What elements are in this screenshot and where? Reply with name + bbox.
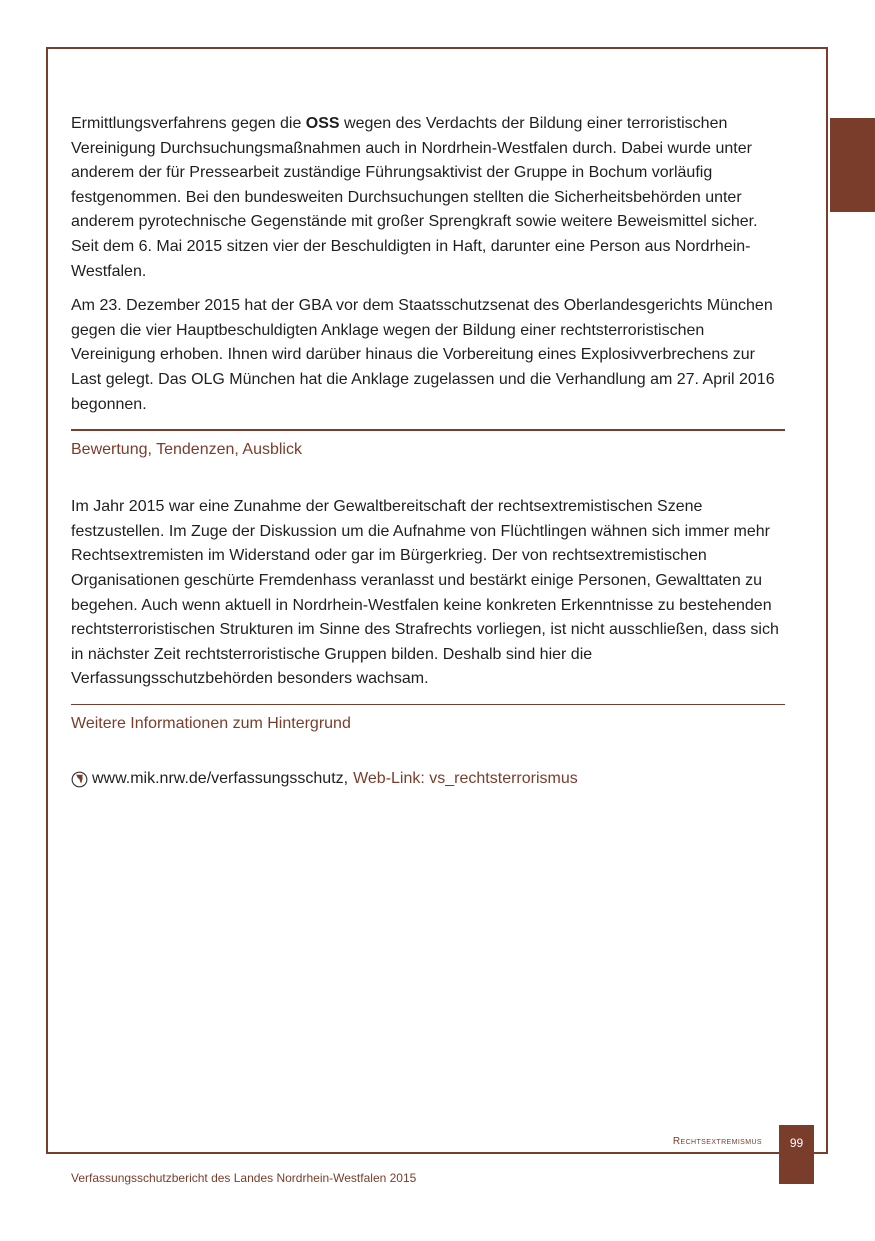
paragraph-2: Am 23. Dezember 2015 hat der GBA vor dem Staatsschutzsenat des Oberlandesgerichts München gegen die vier Hauptbeschuldigten Anklage wegen der Bildung einer rechtsterroristischen Vereinigung erhoben. Ihnen wird darüber hinaus die Vorbereitung eines Explosivverbrechens zur Last gelegt. Das OLG München hat die Anklage zugelassen und die Verhandlung am 27. April 2016 begonnen. <box>71 297 775 413</box>
oss-term: OSS <box>305 115 340 132</box>
paragraph-3: Im Jahr 2015 war eine Zunahme der Gewaltbereitschaft der rechtsextremistischen Szene festzustellen. Im Zuge der Diskussion um die Aufnahme von Flüchtlingen wähnen sich immer mehr Rechtsextremisten im Widerstand oder gar im Bürgerkrieg. Der von rechtsextremistischen Organisationen geschürte Fremdenhass veranlasst und bestärkt einige Personen, Gewalttaten zu begehen. Auch wenn aktuell in Nordrhein-Westfalen keine konkreten Erkenntnisse zu bestehenden rechtsterroristischen Strukturen im Sinne des Strafrechts vorliegen, ist nicht ausschließen, dass sich in nächster Zeit rechtsterroristische Gruppen bilden. Deshalb sind hier die Verfassungsschutzbehörden besonders wachsam. <box>71 498 779 688</box>
chapter-tab <box>830 118 875 212</box>
footer-publication: Verfassungsschutzbericht des Landes Nordrhein-Westfalen 2015 <box>71 1171 417 1185</box>
section-heading-info: Weitere Informationen zum Hintergrund <box>71 714 351 732</box>
main-content <box>71 112 785 791</box>
footer-section-label: Rechtsextremismus <box>672 1136 762 1147</box>
weblink-line <box>71 767 785 792</box>
section-heading-assessment: Bewertung, Tendenzen, Ausblick <box>71 441 302 459</box>
paragraph-1-rest: wegen des Verdachts der Bildung einer terroristischen Vereinigung Durchsuchungsmaßnahmen auch in Nordrhein-Westfalen durch. Dabei wurde unter anderem der für Pressearbeit zuständige Führungsaktivist der Gruppe in Bochum vorläufig festgenommen. Bei den bundesweiten Durchsuchungen stellten die Sicherheitsbehörden unter anderem pyrotechnische Gegenstände mit großer Sprengkraft sowie weitere Beweismittel sicher. Seit dem 6. Mai 2015 sitzen vier der Beschuldigten in Haft, darunter eine Person aus Nordrhein-Westfalen. <box>71 115 758 280</box>
website-url[interactable]: www.mik.nrw.de/verfassungsschutz, <box>92 769 349 787</box>
web-link[interactable]: Web-Link: vs_rechtsterrorismus <box>353 769 578 787</box>
paragraph-1 <box>71 112 785 284</box>
section-divider <box>71 429 785 431</box>
page-number: 99 <box>779 1125 814 1184</box>
paragraph-1-start: Ermittlungsverfahrens gegen die <box>71 115 306 132</box>
globe-icon <box>71 771 88 788</box>
section-divider-2 <box>71 704 785 705</box>
